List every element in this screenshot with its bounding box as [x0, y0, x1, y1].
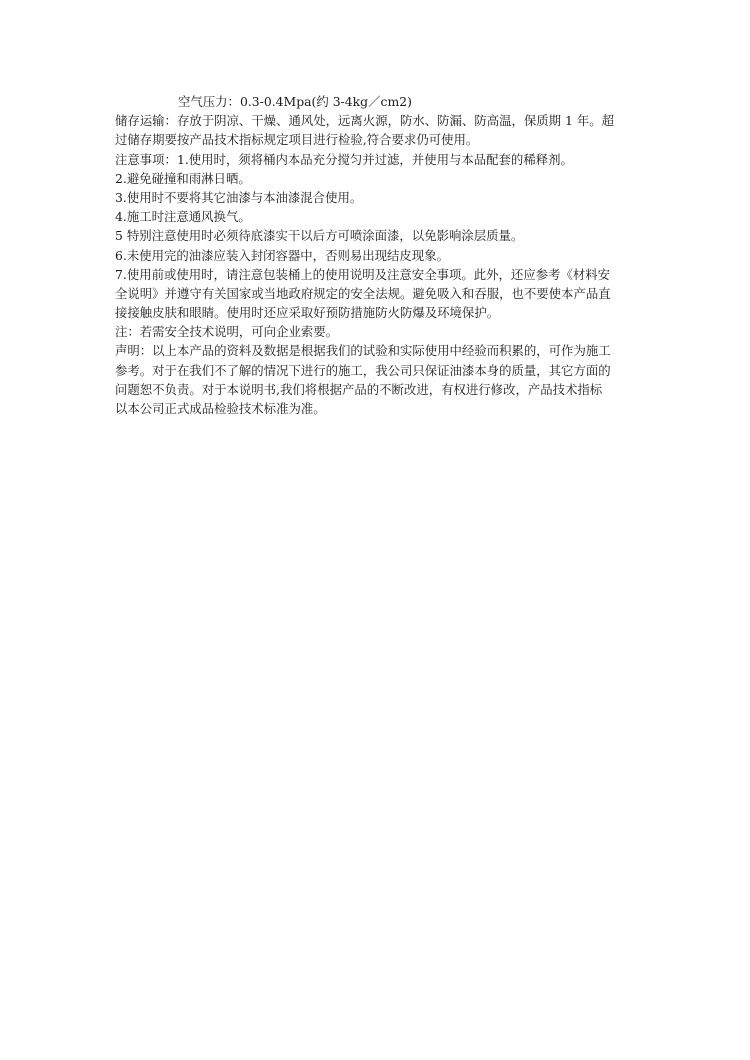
statement-line-1: 声明：以上本产品的资料及数据是根据我们的试验和实际使用中经验而积累的，可作为施工: [115, 343, 611, 359]
notice-item-5: 5 特别注意使用时必须待底漆实干以后方可喷涂面漆，以免影响涂层质量。: [115, 228, 524, 244]
statement-line-4: 以本公司正式成品检验技术标准为准。: [115, 401, 326, 416]
document-body: [115, 92, 635, 418]
storage-transport-line-2: 过储存期要按产品技术指标规定项目进行检验,符合要求仍可使用。: [115, 132, 479, 148]
notice-item-4: 4.施工时注意通风换气。: [115, 209, 251, 225]
statement-line-2: 参考。对于在我们不了解的情况下进行的施工，我公司只保证油漆本身的质量，其它方面的: [115, 362, 611, 378]
statement-line-3: 问题恕不负责。对于本说明书,我们将根据产品的不断改进，有权进行修改，产品技术指标: [115, 381, 603, 397]
air-pressure-line: 空气压力：0.3-0.4Mpa(约 3-4kg／cm2): [178, 94, 412, 109]
notice-item-7-line-2: 全说明》并遵守有关国家或当地政府规定的安全法规。避免吸入和吞服，也不要使本产品直: [115, 285, 611, 301]
safety-note: 注：若需安全技术说明，可向企业索要。: [115, 324, 339, 340]
notice-item-6: 6.未使用完的油漆应装入封闭容器中，否则易出现结皮现象。: [115, 247, 449, 263]
notice-item-7-line-3: 接接触皮肤和眼睛。使用时还应采取好预防措施防火防爆及环境保护。: [115, 305, 500, 321]
notice-item-3: 3.使用时不要将其它油漆与本油漆混合使用。: [115, 189, 363, 205]
notice-item-1: 注意事项：1.使用时，须将桶内本品充分搅匀并过滤，并使用与本品配套的稀释剂。: [115, 151, 573, 167]
notice-item-2: 2.避免碰撞和雨淋日晒。: [115, 170, 251, 186]
storage-transport-line-1: 储存运输：存放于阴凉、干燥、通风处，远离火源，防水、防漏、防高温，保质期 1 年。超: [115, 113, 614, 129]
notice-item-7-line-1: 7.使用前或使用时，请注意包装桶上的使用说明及注意安全事项。此外，还应参考《材料安: [115, 266, 611, 282]
